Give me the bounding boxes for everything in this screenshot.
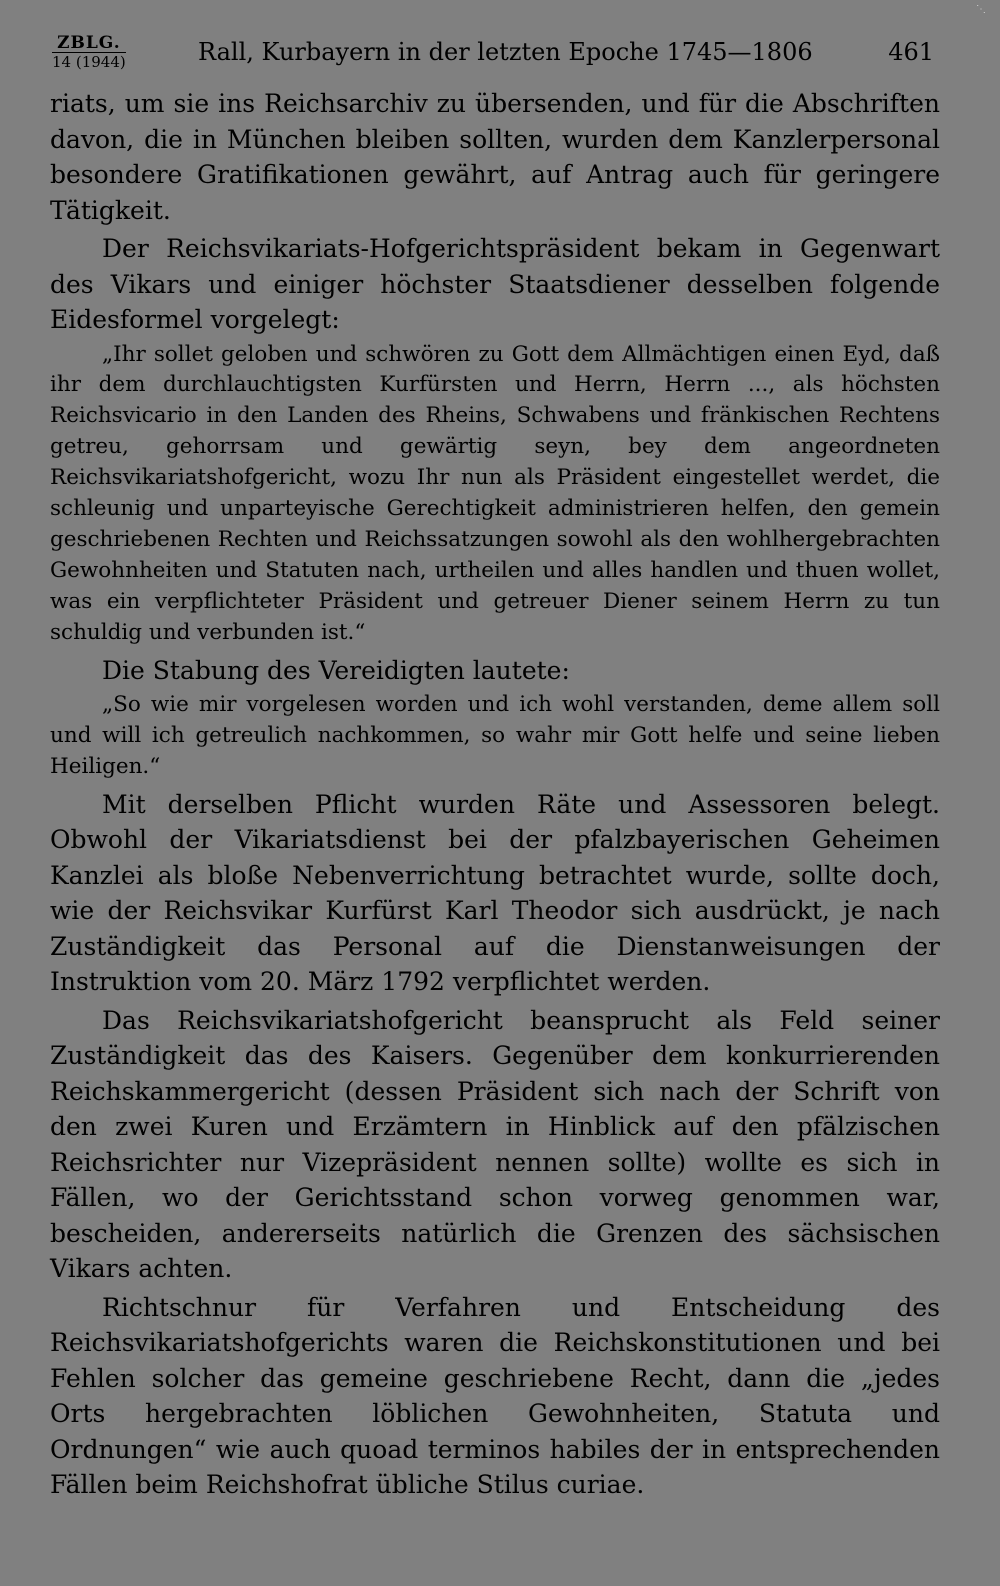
staffing-quote: „So wie mir vorgelesen worden und ich wohl verstanden, deme allem soll und will ich getreulich nachkommen, so wahr mir Gott helfe und seine lieben Heiligen.“ [50,692,940,779]
scan-artifact: ⋱ [976,4,986,15]
paragraph-6: Richtschnur für Verfahren und Entscheidung des Reichsvikariatshofgerichts waren die Reichskonstitutionen und bei Fehlen solcher das gemeine geschriebene Recht, dann die „jedes Orts hergebrachten löblichen Gewohnheiten, Statuta und Ordnungen“ wie auch quoad terminos habiles der in entsprechenden Fällen beim Reichshofrat übliche Stilus curiae. [50,1292,940,1500]
paragraph-1: riats, um sie ins Reichsarchiv zu übersenden, und für die Abschriften davon, die in München bleiben sollten, wurden dem Kanzlerpersonal besondere Gratifikationen gewährt, auf Antrag auch für geringere Tätigkeit. [50,89,940,225]
document-page [50,28,940,1503]
paragraph-2: Der Reichsvikariats-Hofgerichtspräsident bekam in Gegenwart des Vikars und einiger höchster Staatsdiener desselben folgende Eidesformel vorgelegt: [50,234,940,334]
paragraph-5: Das Reichsvikariatshofgericht beansprucht als Feld seiner Zuständigkeit das des Kaisers. Gegenüber dem konkurrierenden Reichskammergericht (dessen Präsident sich nach der Schrift von den zwei Kuren und Erzämtern in Hinblick auf den pfälzischen Reichsrichter nur Vizepräsident nennen sollte) wollte es sich in Fällen, wo der Gerichtsstand schon vorweg genommen war, bescheiden, andererseits natürlich die Grenzen des sächsischen Vikars achten. [50,1005,940,1284]
journal-volume: 14 (1944) [52,53,126,71]
paragraph-4: Mit derselben Pflicht wurden Räte und Assessoren belegt. Obwohl der Vikariatsdienst bei der pfalzbayerischen Geheimen Kanzlei als bloße Nebenverrichtung betrachtet wurde, sollte doch, wie der Reichsvikar Kurfürst Karl Theodor sich ausdrückt, je nach Zuständigkeit das Personal auf die Dienstanweisungen der Instruktion vom 20. März 1792 verpflichtet werden. [50,789,940,997]
page-number: 461 [888,38,934,66]
running-header [50,28,940,86]
paragraph-3: Die Stabung des Vereidigten lautete: [102,655,570,685]
running-title: Rall, Kurbayern in der letzten Epoche 1745—1806 [198,38,813,66]
oath-quote: „Ihr sollet geloben und schwören zu Gott dem Allmächtigen einen Eyd, daß ihr dem durchlauchtigsten Kurfürsten und Herrn, Herrn ..., als höchsten Reichsvicario in den Landen des Rheins, Schwabens und fränkischen Rechtens getreu, gehorrsam und gewärtig seyn, bey dem angeordneten Reichsvikariatshofgericht, wozu Ihr nun als Präsident eingestellet werdet, die schleunig und unparteyische Gerechtigkeit administrieren helfen, den gemein geschriebenen Rechten und Reichssatzungen sowohl als den wohlhergebrachten Gewohnheiten und Statuten nach, urtheilen und alles handlen und thuen wollet, was ein verpflichteter Präsident und getreuer Diener seinem Herrn zu tun schuldig und verbunden ist.“ [50,341,940,645]
journal-abbreviation: ZBLG. [52,34,126,53]
journal-reference [52,34,126,71]
